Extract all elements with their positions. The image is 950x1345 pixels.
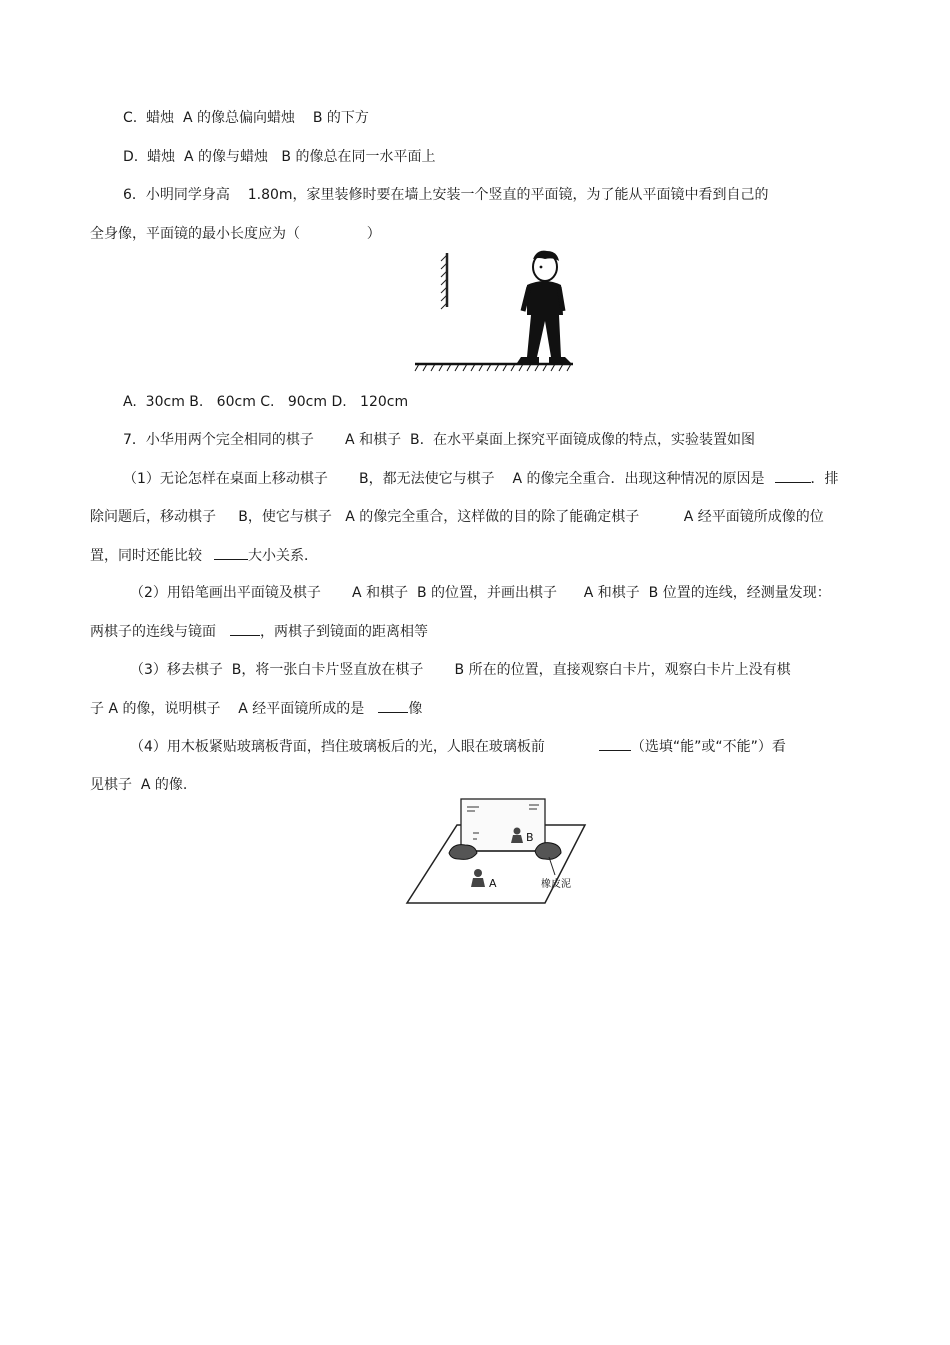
- figure-person-mirror: [405, 245, 585, 375]
- label-b: B: [526, 831, 534, 844]
- question-7-part-3-line-1: （3）移去棋子 B，将一张白卡片竖直放在棋子 B 所在的位置，直接观察白卡片，观察白卡片上没有棋: [130, 662, 791, 678]
- glass-plate: [451, 799, 555, 851]
- clay-right: [535, 843, 561, 860]
- wall-mirror: [441, 253, 447, 309]
- question-7-part-2-line-2: [90, 621, 428, 642]
- text: （选填“能”或“不能”）看: [630, 739, 786, 755]
- question-6-line-2: 全身像，平面镜的最小长度应为（ ）: [90, 226, 381, 242]
- question-7-part-4-line-1: [130, 736, 786, 757]
- answer-blank: [775, 468, 811, 483]
- answer-blank: [214, 545, 248, 560]
- answer-blank: [599, 736, 631, 751]
- question-7-part-4-line-2: 见棋子 A 的像.: [90, 777, 188, 793]
- question-7-stem: 7．小华用两个完全相同的棋子 A 和棋子 B. 在水平桌面上探究平面镜成像的特点，实验装置如图: [123, 432, 755, 448]
- floor: [415, 364, 573, 371]
- question-7-part-1-line-3: [90, 545, 318, 566]
- label-a: A: [489, 877, 497, 890]
- question-7-part-1-line-2: 除问题后，移动棋子 B，使它与棋子 A 的像完全重合，这样做的目的除了能确定棋子 A 经平面镜所成像的位: [90, 509, 824, 525]
- clay-left: [449, 845, 477, 860]
- answer-blank: [378, 698, 408, 713]
- text: 两棋子的连线与镜面: [90, 624, 216, 640]
- question-7-part-2-line-1: （2）用铅笔画出平面镜及棋子 A 和棋子 B 的位置，并画出棋子 A 和棋子 B 位置的连线，经测量发现：: [130, 585, 831, 601]
- option-c: C. 蜡烛 A 的像总偏向蜡烛 B 的下方: [123, 110, 369, 126]
- text: 像: [408, 701, 423, 717]
- text: ．排: [810, 471, 839, 487]
- text: （1）无论怎样在桌面上移动棋子 B，都无法使它与棋子 A 的像完全重合．出现这种情况的原因是: [123, 471, 765, 487]
- person-figure: [517, 251, 571, 363]
- label-clay: 橡皮泥: [541, 879, 571, 890]
- text: 大小关系．: [248, 548, 318, 564]
- figure-mirror-experiment: [405, 795, 590, 907]
- text: 置，同时还能比较: [90, 548, 202, 564]
- text: 子 A 的像，说明棋子 A 经平面镜所成的是: [90, 701, 365, 717]
- option-d: D. 蜡烛 A 的像与蜡烛 B 的像总在同一水平面上: [123, 149, 436, 165]
- question-6-line-1: 6．小明同学身高 1.80m，家里装修时要在墙上安装一个竖直的平面镜，为了能从平面镜中看到自己的: [123, 187, 769, 203]
- question-6-options: A. 30cm B. 60cm C. 90cm D. 120cm: [123, 394, 409, 410]
- text: （4）用木板紧贴玻璃板背面，挡住玻璃板后的光，人眼在玻璃板前: [130, 739, 545, 755]
- text: ，两棋子到镜面的距离相等: [260, 624, 428, 640]
- answer-blank: [230, 621, 260, 636]
- question-7-part-3-line-2: [90, 698, 422, 719]
- question-7-part-1-line-1: [123, 468, 839, 489]
